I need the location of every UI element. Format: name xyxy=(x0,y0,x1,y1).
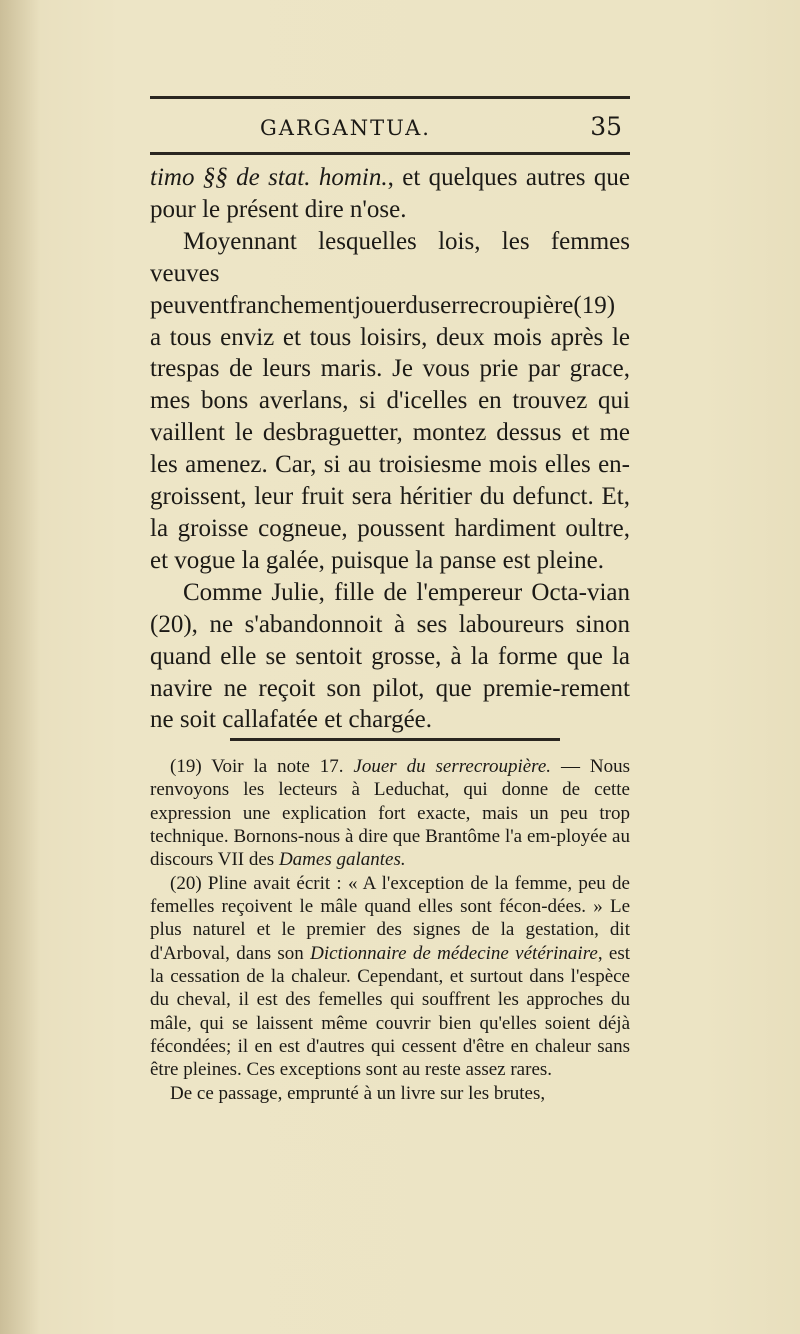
text-segment: Moyennant lesquelles lois, les femmes veuves peuventfranchementjouerduserrecroupière(19) a tous enviz et tous loisirs, deux mois après le trespas de leurs maris. Je vous prie par grace, mes bons averlans, si d'icelles en trouvez qui vaillent le desbraguetter, montez dessus et me les amenez. Car, si au troisiesme mois elles en-groissent, leur fruit sera héritier du defunct. Et, la groisse cogneue, poussent hardiment oultre, et vogue la galée, puisque la panse est pleine. xyxy=(150,227,630,574)
text-segment: , et quelques autres que pour le présent dire n'ose. xyxy=(150,164,630,223)
footnote xyxy=(150,872,630,1082)
text-segment: (19) Voir la note 17. xyxy=(170,756,354,777)
paragraph xyxy=(150,577,630,737)
text-segment: Dictionnaire de médecine vétérinaire xyxy=(310,942,598,964)
text-segment: (20) Pline avait écrit : « A l'exception de la femme, peu de femelles reçoivent le mâle quand elles sont fécon-dées. » Le plus naturel et le premier des signes de la gestation, dit d'Arboval, dans son xyxy=(150,872,630,964)
paragraph xyxy=(150,226,630,577)
top-rule xyxy=(150,96,630,99)
footnote-rule xyxy=(230,738,560,741)
footnotes xyxy=(150,755,630,1105)
page-header xyxy=(150,110,630,150)
text-segment: timo §§ de stat. homin. xyxy=(150,164,388,191)
text-segment: De ce passage, emprunté à un livre sur les brutes, xyxy=(170,1082,546,1104)
text-segment: , est la cessation de la chaleur. Cependant, et surtout dans l'espèce du cheval, il est des femelles qui souffrent les approches du mâle, qui se laissent même couvrir bien qu'elles soient déjà fécondées; il en est d'autres qui cessent d'être en chaleur sans être pleines. Ces exceptions sont au reste assez rares. xyxy=(150,942,631,1081)
page-gutter-shadow xyxy=(0,0,40,1334)
running-title: GARGANTUA. xyxy=(260,116,431,140)
text-segment: Comme Julie, fille de l'empereur Octa-vian (20), ne s'abandonnoit à ses laboureurs sinon quand elle se sentoit grosse, à la forme que la navire ne reçoit son pilot, que premie-rement ne soit callafatée et chargée. xyxy=(150,578,630,734)
main-text xyxy=(150,162,630,736)
header-rule xyxy=(150,152,630,155)
page-number: 35 xyxy=(590,112,622,141)
text-segment: Jouer du serrecroupière. xyxy=(353,756,552,777)
footnote xyxy=(150,755,630,872)
text-segment: — Nous renvoyons les lecteurs à Leduchat, qui donne de cette expression une explication fort exacte, mais un peu trop technique. Bornons-nous à dire que Brantôme l'a em-ployée au discours VII des xyxy=(150,756,630,871)
footnote xyxy=(150,1082,630,1105)
text-segment: Dames galantes. xyxy=(278,849,406,871)
paragraph xyxy=(150,162,630,226)
